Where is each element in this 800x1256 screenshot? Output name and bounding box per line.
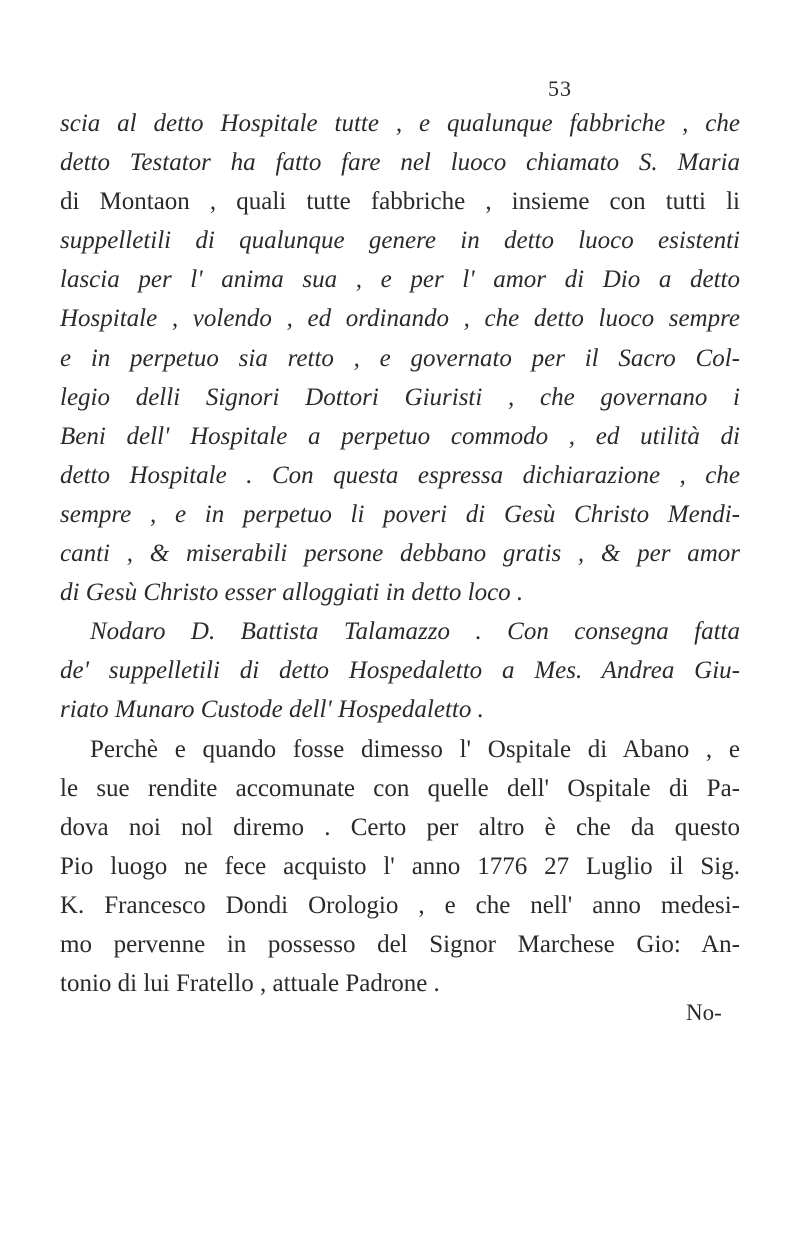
text-line: suppelletili di qualunque genere in detto luoco esistenti	[60, 227, 740, 255]
text-line: sempre , e in perpetuo li poveri di Gesù Christo Mendi-	[60, 500, 740, 528]
text-line: de' suppelletili di detto Hospedaletto a Mes. Andrea Giu-	[60, 657, 740, 685]
text-line: scia al detto Hospitale tutte , e qualunque fabbriche , che	[60, 110, 740, 137]
text-line: dova noi nol diremo . Certo per altro è che da questo	[60, 813, 740, 841]
text-line: canti , & miserabili persone debbano gratis , & per amor	[60, 540, 740, 568]
text-line: K. Francesco Dondi Orologio , e che nell' anno medesi-	[60, 891, 740, 919]
text-line: di Montaon , quali tutte fabbriche , insieme con tutti li	[60, 188, 740, 216]
text-line: riato Munaro Custode dell' Hospedaletto .	[60, 696, 484, 724]
text-line: Nodaro D. Battista Talamazzo . Con consegna fatta	[90, 618, 740, 646]
text-line: e in perpetuo sia retto , e governato per il Sacro Col-	[60, 344, 740, 372]
text-line: mo pervenne in possesso del Signor Marchese Gio: An-	[60, 930, 740, 958]
text-line: lascia per l' anima sua , e per l' amor di Dio a detto	[60, 266, 740, 294]
text-line: Hospitale , volendo , ed ordinando , che detto luoco sempre	[60, 305, 740, 333]
text-line: Pio luogo ne fece acquisto l' anno 1776 27 Luglio il Sig.	[60, 852, 740, 880]
body-text	[60, 104, 740, 1003]
text-line: Beni dell' Hospitale a perpetuo commodo , ed utilità di	[60, 422, 740, 450]
catchword: No-	[686, 1000, 722, 1025]
text-line: legio delli Signori Dottori Giuristi , che governano i	[60, 383, 740, 411]
page-number: 53	[548, 76, 572, 101]
text-line: di Gesù Christo esser alloggiati in detto loco .	[60, 579, 524, 607]
text-line: detto Testator ha fatto fare nel luoco chiamato S. Maria	[60, 149, 740, 177]
text-line: Perchè e quando fosse dimesso l' Ospitale di Abano , e	[90, 735, 740, 763]
text-line: detto Hospitale . Con questa espressa dichiarazione , che	[60, 461, 740, 489]
text-line: tonio di lui Fratello , attuale Padrone .	[60, 970, 440, 998]
text-line: le sue rendite accomunate con quelle dell' Ospitale di Pa-	[60, 774, 740, 802]
